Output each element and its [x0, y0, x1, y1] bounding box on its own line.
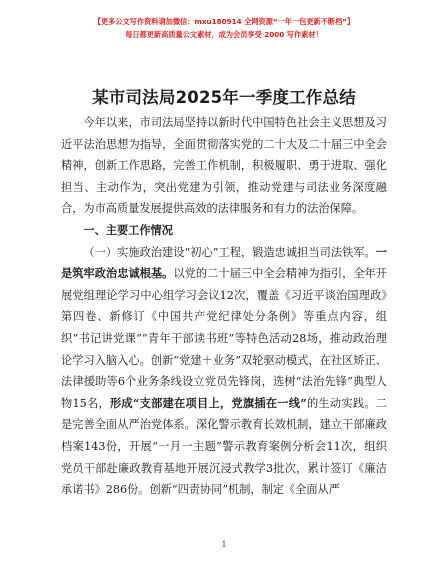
intro-paragraph: 今年以来，市司法局坚持以新时代中国特色社会主义思想及习近平法治思想为指导，全面贯彻落实党的二十大及二十届三中全会精神，创新工作思路，完善工作机制，积极履职、勇于进取、强化担当、主动作为，突出党建为引领，推动党建与司法业务深度融合，为市高质量发展提供高效的法律服务和有力的法治保障。 [61, 116, 387, 216]
section1-heading: 一、主要工作情况 [83, 223, 173, 237]
promo-banner-line1: 【更多公文写作资料请加微信：mxu180914 全网资源“一年一包更新不断档”】 [93, 17, 355, 26]
promo-banner [0, 16, 448, 40]
sub1-bold-lead: 一是筑牢政治忠诚根基。 [61, 244, 387, 281]
sub1-body-a: 以党的二十届三中全会精神为指引，全年开展党组理论学习中心组学习会议12次，覆盖《习近平谈治国理政》第四卷、新修订《中国共产党纪律处分条例》等重点内容，组织“书记讲党课”“青年干部读书班”等特色活动28场，推动政治理论学习入脑入心。创新“党建＋业务”双轮驱动模式，在社区矫正、法律援助等6个业务条线设立党员先锋岗，选树“法治先锋”典型人物15名， [61, 267, 387, 410]
document-body [61, 112, 387, 501]
page-number: 1 [221, 540, 227, 549]
sub1-body-b: 的生动实践。二是完善全面从严治党体系。深化警示教育长效机制，建立干部廉政档案143份，开展“一月一主题”警示教育案例分析会11次，组织党员干部赴廉政教育基地开展沉浸式教学3批次，累计签订《廉洁承诺书》286份。创新“四责协同”机制，制定《全面从严 [61, 396, 387, 497]
document-title: 某市司法局2025年一季度工作总结 [92, 88, 356, 107]
sub1-bold-mid: 形成“支部建在项目上，党旗插在一线” [109, 395, 307, 410]
sub1-paragraph [61, 242, 387, 501]
promo-banner-line2: 每日都更新高质量公文素材，成为会员享受 2000 写作素材！ [125, 30, 323, 39]
sub1-heading: （一）实施政治建设“初心”工程，锻造忠诚担当司法铁军。 [83, 245, 376, 259]
